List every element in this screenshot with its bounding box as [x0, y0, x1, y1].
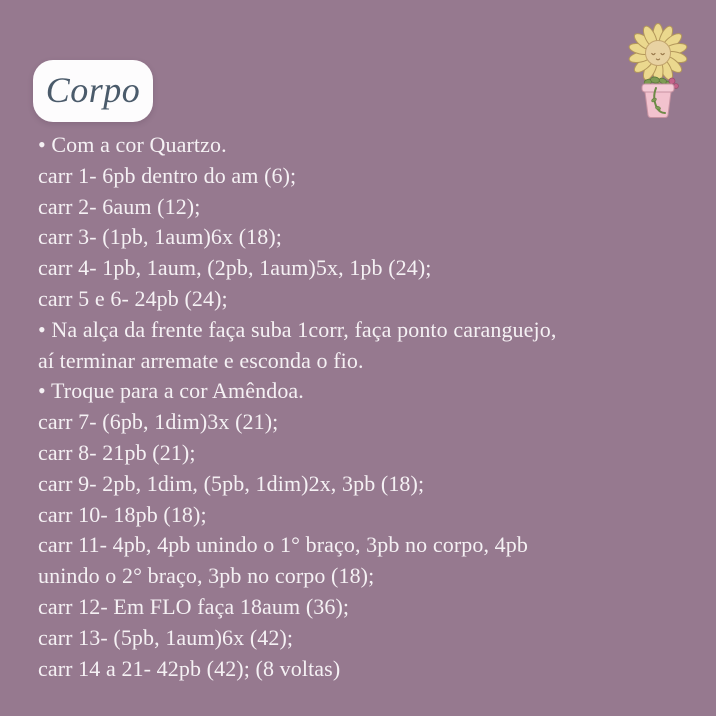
pattern-line: carr 5 e 6- 24pb (24);: [38, 285, 228, 311]
pattern-line: carr 10- 18pb (18);: [38, 501, 207, 527]
potted-sunflower-icon: [618, 22, 698, 122]
pattern-line: carr 4- 1pb, 1aum, (2pb, 1aum)5x, 1pb (24);: [38, 255, 432, 281]
pattern-line: carr 1- 6pb dentro do am (6);: [38, 162, 297, 188]
pattern-line: • Com a cor Quartzo.: [38, 132, 227, 157]
pattern-line: carr 14 a 21- 42pb (42); (8 voltas): [38, 655, 341, 681]
pattern-line: carr 11- 4pb, 4pb unindo o 1° braço, 3pb no corpo, 4pb: [38, 532, 528, 558]
pattern-line: • Troque para a cor Amêndoa.: [38, 378, 304, 404]
pattern-line: aí terminar arremate e esconda o fio.: [38, 347, 364, 373]
pattern-line: carr 8- 21pb (21);: [38, 439, 196, 465]
section-title: Corpo: [45, 70, 141, 110]
pattern-instructions: [38, 130, 698, 684]
pattern-line: carr 3- (1pb, 1aum)6x (18);: [38, 224, 283, 250]
pattern-line: carr 7- (6pb, 1dim)3x (21);: [38, 409, 279, 435]
pattern-line: carr 9- 2pb, 1dim, (5pb, 1dim)2x, 3pb (18);: [38, 470, 425, 496]
section-title-badge: [33, 60, 153, 122]
pattern-line: unindo o 2° braço, 3pb no corpo (18);: [38, 563, 375, 589]
pattern-line: carr 13- (5pb, 1aum)6x (42);: [38, 624, 294, 650]
pattern-line: carr 2- 6aum (12);: [38, 193, 201, 219]
pattern-line: carr 12- Em FLO faça 18aum (36);: [38, 593, 350, 619]
pattern-line: • Na alça da frente faça suba 1corr, faça ponto caranguejo,: [38, 316, 557, 342]
